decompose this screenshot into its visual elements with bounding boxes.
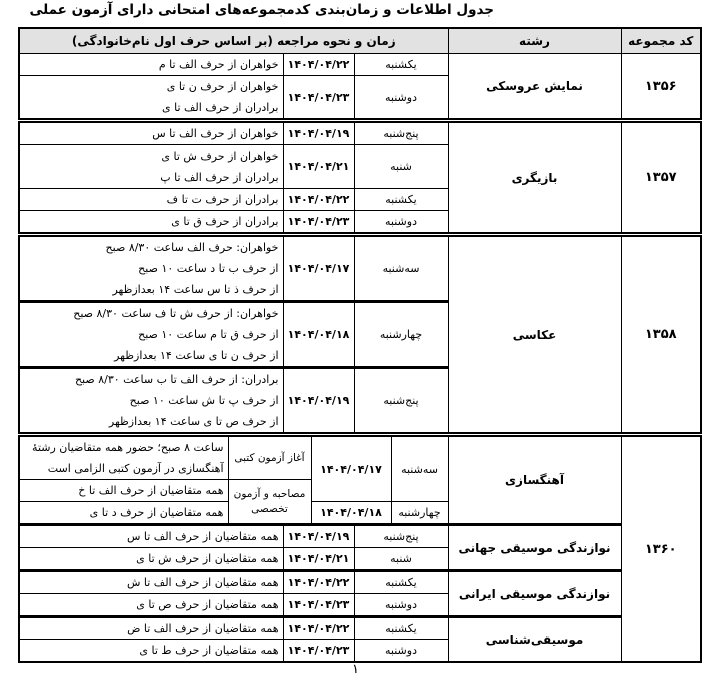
desc-line: برادران: از حرف الف تا ب ساعت ۸/۳۰ صبح	[74, 373, 279, 386]
desc-line: ساعت ۸ صبح؛ حضور همه متقاضیان رشتهٔ	[32, 441, 224, 454]
schedule-desc-cell	[19, 76, 283, 121]
day-cell: شنبه	[354, 548, 448, 571]
date-cell: ۱۴۰۴/۰۴/۱۷	[283, 235, 354, 302]
table-row	[19, 571, 701, 594]
date-cell: ۱۴۰۴/۰۴/۱۷	[311, 435, 391, 502]
date-cell: ۱۴۰۴/۰۴/۲۲	[283, 617, 354, 640]
day-cell: یکشنبه	[354, 54, 448, 76]
desc-line: از حرف ب تا د ساعت ۱۰ صبح	[138, 262, 279, 275]
desc-line: خواهران از حرف الف تا س	[152, 127, 279, 140]
date-cell: ۱۴۰۴/۰۴/۲۳	[283, 594, 354, 617]
desc-line: همه متقاضیان از حرف ص تا ی	[136, 598, 279, 611]
field-cell: نمایش عروسکی	[448, 54, 621, 121]
day-cell: چهارشنبه	[391, 502, 448, 525]
table-row	[19, 525, 701, 548]
desc-line: خواهران از حرف ن تا ی	[166, 80, 279, 93]
desc-line: برادران از حرف ق تا ی	[171, 215, 279, 228]
desc-line: خواهران: حرف الف ساعت ۸/۳۰ صبح	[105, 241, 279, 254]
desc-line: خواهران از حرف الف تا م	[158, 58, 279, 71]
date-cell: ۱۴۰۴/۰۴/۲۲	[283, 571, 354, 594]
table-title: جدول اطلاعات و زمان‌بندی کدمجموعه‌های امتحانی دارای آزمون عملی	[29, 2, 494, 18]
day-cell: پنج‌شنبه	[354, 525, 448, 548]
desc-line: برادران از حرف ت تا ف	[166, 193, 279, 206]
desc-line: همه متقاضیان از حرف ش تا ی	[136, 552, 279, 565]
date-cell: ۱۴۰۴/۰۴/۲۱	[283, 548, 354, 571]
desc-line: همه متقاضیان از حرف الف تا خ	[78, 484, 224, 497]
table-row	[19, 54, 701, 76]
date-cell: ۱۴۰۴/۰۴/۲۳	[283, 76, 354, 121]
group-code-cell: ۱۳۵۷	[621, 121, 701, 235]
field-cell: آهنگسازی	[448, 435, 621, 525]
day-cell: پنج‌شنبه	[354, 121, 448, 145]
schedule-desc-cell	[19, 302, 283, 368]
date-cell: ۱۴۰۴/۰۴/۱۸	[283, 302, 354, 368]
table-row	[19, 617, 701, 640]
schedule-desc-cell	[19, 571, 283, 594]
day-cell: یکشنبه	[354, 617, 448, 640]
column-header-code: کد مجموعه	[621, 28, 701, 54]
desc-line: از حرف ق تا م ساعت ۱۰ صبح	[138, 328, 279, 341]
date-cell: ۱۴۰۴/۰۴/۲۳	[283, 211, 354, 235]
date-cell: ۱۴۰۴/۰۴/۱۹	[283, 525, 354, 548]
day-cell: سه‌شنبه	[391, 435, 448, 502]
table-row	[19, 235, 701, 302]
field-cell: نوازندگی موسیقی ایرانی	[448, 571, 621, 617]
schedule-desc-cell	[19, 235, 283, 302]
column-header-schedule: زمان و نحوه مراجعه (بر اساس حرف اول نام‌خانوادگی)	[19, 28, 448, 54]
schedule-desc-cell	[19, 368, 283, 435]
schedule-desc-cell	[19, 525, 283, 548]
desc-line: از حرف ذ تا س ساعت ۱۴ بعدازظهر	[112, 283, 279, 296]
column-header-field: رشته	[448, 28, 621, 54]
exam-schedule-table	[18, 27, 702, 663]
desc-line: همه متقاضیان از حرف ط تا ی	[139, 644, 279, 657]
date-cell: ۱۴۰۴/۰۴/۱۹	[283, 368, 354, 435]
desc-line: همه متقاضیان از حرف الف تا ش	[126, 576, 279, 589]
day-cell: دوشنبه	[354, 640, 448, 663]
group-code-cell: ۱۳۵۶	[621, 54, 701, 121]
day-cell: دوشنبه	[354, 594, 448, 617]
desc-line: از حرف ن تا ی ساعت ۱۴ بعدازظهر	[114, 349, 279, 362]
day-cell: دوشنبه	[354, 211, 448, 235]
table-row	[19, 435, 701, 480]
desc-line: برادران از حرف الف تا ی	[162, 101, 279, 114]
day-cell: یکشنبه	[354, 189, 448, 211]
exam-type-cell: آغاز آزمون کتبی	[228, 435, 311, 480]
schedule-desc-cell	[19, 502, 228, 525]
table-row	[19, 121, 701, 145]
day-cell: چهارشنبه	[354, 302, 448, 368]
desc-line: برادران از حرف الف تا پ	[160, 170, 279, 184]
desc-line: آهنگسازی در آزمون کتبی الزامی است	[47, 462, 224, 475]
date-cell: ۱۴۰۴/۰۴/۱۹	[283, 121, 354, 145]
schedule-desc-cell	[19, 121, 283, 145]
day-cell: یکشنبه	[354, 571, 448, 594]
desc-line: از حرف پ تا ش ساعت ۱۰ صبح	[129, 394, 279, 407]
desc-line: خواهران: از حرف ش تا ف ساعت ۸/۳۰ صبح	[73, 307, 279, 320]
schedule-desc-cell	[19, 54, 283, 76]
schedule-desc-cell	[19, 145, 283, 189]
field-cell: بازیگری	[448, 121, 621, 235]
header-row	[19, 28, 701, 54]
page-number: ۱	[352, 662, 359, 677]
day-cell: پنج‌شنبه	[354, 368, 448, 435]
date-cell: ۱۴۰۴/۰۴/۲۲	[283, 189, 354, 211]
schedule-desc-cell	[19, 189, 283, 211]
schedule-desc-cell	[19, 548, 283, 571]
schedule-desc-cell	[19, 594, 283, 617]
schedule-desc-cell	[19, 640, 283, 663]
group-code-cell: ۱۳۶۰	[621, 435, 701, 663]
schedule-desc-cell	[19, 480, 228, 502]
field-cell: عکاسی	[448, 235, 621, 435]
field-cell: موسیقی‌شناسی	[448, 617, 621, 663]
desc-line: از حرف ص تا ی ساعت ۱۴ بعدازظهر	[108, 415, 279, 428]
desc-line: همه متقاضیان از حرف د تا ی	[89, 506, 224, 519]
desc-line: همه متقاضیان از حرف الف تا س	[126, 530, 279, 543]
date-cell: ۱۴۰۴/۰۴/۲۳	[283, 640, 354, 663]
date-cell: ۱۴۰۴/۰۴/۲۱	[283, 145, 354, 189]
day-cell: شنبه	[354, 145, 448, 189]
date-cell: ۱۴۰۴/۰۴/۱۸	[311, 502, 391, 525]
exam-type-cell: مصاحبه و آزمون تخصصی	[228, 480, 311, 525]
schedule-desc-cell	[19, 435, 228, 480]
desc-line: همه متقاضیان از حرف الف تا ض	[127, 622, 279, 635]
group-code-cell: ۱۳۵۸	[621, 235, 701, 435]
field-cell: نوازندگی موسیقی جهانی	[448, 525, 621, 571]
day-cell: دوشنبه	[354, 76, 448, 121]
date-cell: ۱۴۰۴/۰۴/۲۲	[283, 54, 354, 76]
desc-line: خواهران از حرف ش تا ی	[161, 149, 279, 163]
schedule-desc-cell	[19, 617, 283, 640]
schedule-desc-cell	[19, 211, 283, 235]
day-cell: سه‌شنبه	[354, 235, 448, 302]
